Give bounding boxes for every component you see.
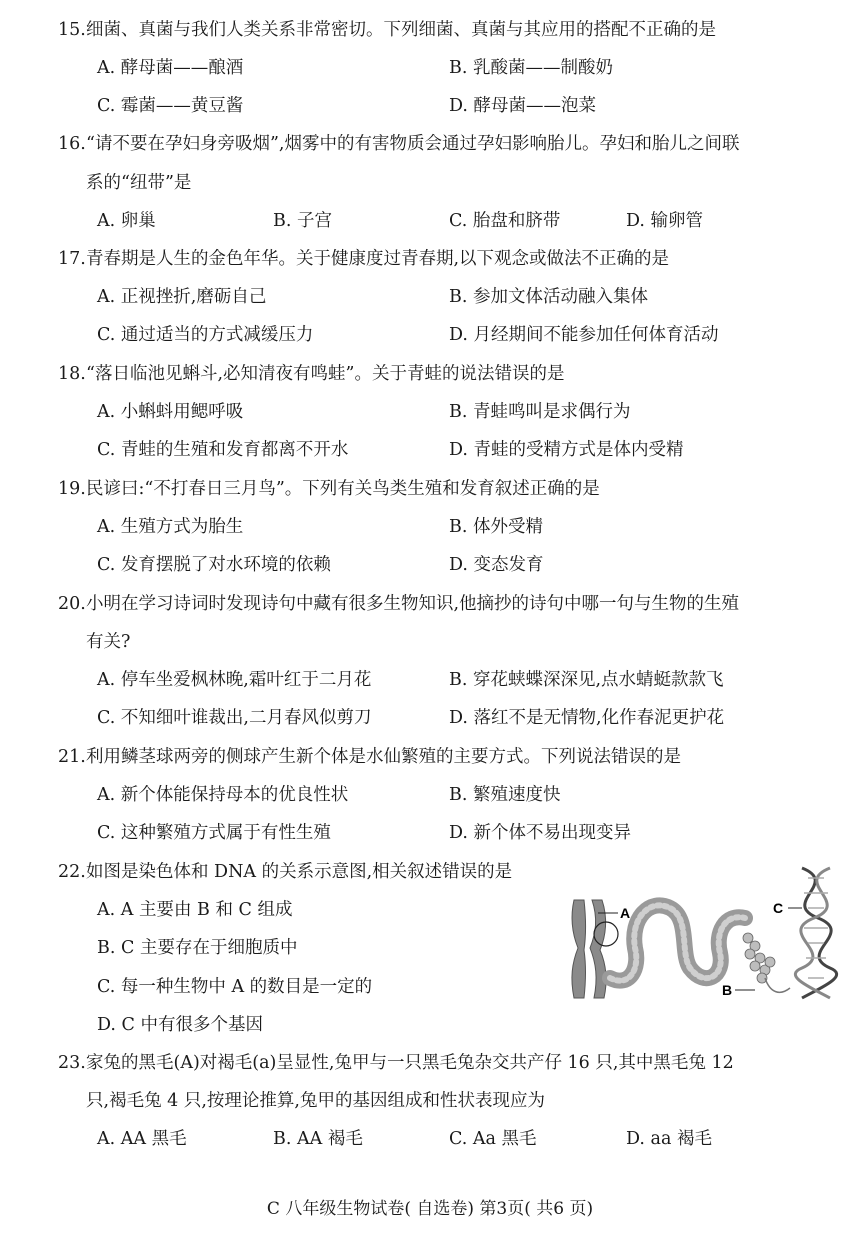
option: B. 子宫 — [273, 211, 332, 231]
question-23-cont: 只,褐毛兔 4 只,按理论推算,兔甲的基因组成和性状表现应为 — [86, 1091, 545, 1111]
question-17: 17.青春期是人生的金色年华。关于健康度过青春期,以下观念或做法不正确的是 — [58, 249, 670, 269]
option: A. 正视挫折,磨砺自己 — [97, 287, 267, 307]
option: B. 穿花蛱蝶深深见,点水蜻蜓款款飞 — [449, 670, 724, 690]
question-16-cont: 系的“纽带”是 — [86, 173, 192, 193]
option: B. 青蛙鸣叫是求偶行为 — [449, 402, 631, 422]
option: A. 生殖方式为胎生 — [97, 517, 244, 537]
nucleosome-beads — [743, 933, 775, 983]
question-20: 20.小明在学习诗词时发现诗句中藏有很多生物知识,他摘抄的诗句中哪一句与生物的生殖 — [58, 594, 740, 614]
option: C. 不知细叶谁裁出,二月春风似剪刀 — [97, 708, 372, 728]
option: C. 每一种生物中 A 的数目是一定的 — [97, 977, 373, 997]
label-a: A — [620, 905, 631, 921]
option: D. 月经期间不能参加任何体育活动 — [449, 325, 719, 345]
question-22: 22.如图是染色体和 DNA 的关系示意图,相关叙述错误的是 — [58, 862, 513, 882]
dna-strand — [765, 978, 790, 992]
option: B. 体外受精 — [449, 517, 543, 537]
option: A. 停车坐爱枫林晚,霜叶红于二月花 — [97, 670, 372, 690]
option: C. 通过适当的方式减缓压力 — [97, 325, 314, 345]
double-helix-icon — [795, 868, 836, 998]
option: D. C 中有很多个基因 — [97, 1015, 263, 1035]
option: D. 酵母菌——泡菜 — [449, 96, 597, 116]
option: B. AA 褐毛 — [273, 1129, 363, 1149]
question-23: 23.家兔的黑毛(A)对褐毛(a)呈显性,兔甲与一只黑毛兔杂交共产仔 16 只,其中黑毛兔 12 — [58, 1053, 734, 1073]
question-15: 15.细菌、真菌与我们人类关系非常密切。下列细菌、真菌与其应用的搭配不正确的是 — [58, 20, 716, 40]
option: B. 繁殖速度快 — [449, 785, 561, 805]
chromosome-dna-figure — [540, 858, 842, 1006]
option: C. 霉菌——黄豆酱 — [97, 96, 244, 116]
option: B. 参加文体活动融入集体 — [449, 287, 648, 307]
option: C. Aa 黑毛 — [449, 1129, 537, 1149]
option: D. 变态发育 — [449, 555, 544, 575]
option: C. 青蛙的生殖和发育都离不开水 — [97, 440, 349, 460]
option: A. A 主要由 B 和 C 组成 — [97, 900, 293, 920]
option: D. 输卵管 — [626, 211, 704, 231]
option: C. 发育摆脱了对水环境的依赖 — [97, 555, 331, 575]
option: A. 小蝌蚪用鳃呼吸 — [97, 402, 244, 422]
option: A. 卵巢 — [97, 211, 156, 231]
option: A. 酵母菌——酿酒 — [97, 58, 244, 78]
option: D. 新个体不易出现变异 — [449, 823, 632, 843]
question-16: 16.“请不要在孕妇身旁吸烟”,烟雾中的有害物质会通过孕妇影响胎儿。孕妇和胎儿之间联 — [58, 134, 740, 154]
option: A. 新个体能保持母本的优良性状 — [97, 785, 349, 805]
option: D. 青蛙的受精方式是体内受精 — [449, 440, 684, 460]
option: B. 乳酸菌——制酸奶 — [449, 58, 613, 78]
option: D. aa 褐毛 — [626, 1129, 712, 1149]
question-21: 21.利用鳞茎球两旁的侧球产生新个体是水仙繁殖的主要方式。下列说法错误的是 — [58, 747, 681, 767]
page-footer: C 八年级生物试卷( 自选卷) 第3页( 共6 页) — [266, 1199, 594, 1219]
question-20-cont: 有关? — [86, 632, 131, 652]
chromosome-icon — [572, 900, 606, 998]
question-18: 18.“落日临池见蝌斗,必知清夜有鸣蛙”。关于青蛙的说法错误的是 — [58, 364, 565, 384]
label-b: B — [722, 982, 733, 998]
option: B. C 主要存在于细胞质中 — [97, 938, 298, 958]
question-19: 19.民谚曰:“不打春日三月鸟”。下列有关鸟类生殖和发育叙述正确的是 — [58, 479, 600, 499]
option: C. 这种繁殖方式属于有性生殖 — [97, 823, 331, 843]
option: D. 落红不是无情物,化作春泥更护花 — [449, 708, 725, 728]
option: C. 胎盘和脐带 — [449, 211, 561, 231]
option: A. AA 黑毛 — [97, 1129, 187, 1149]
label-c: C — [773, 900, 784, 916]
